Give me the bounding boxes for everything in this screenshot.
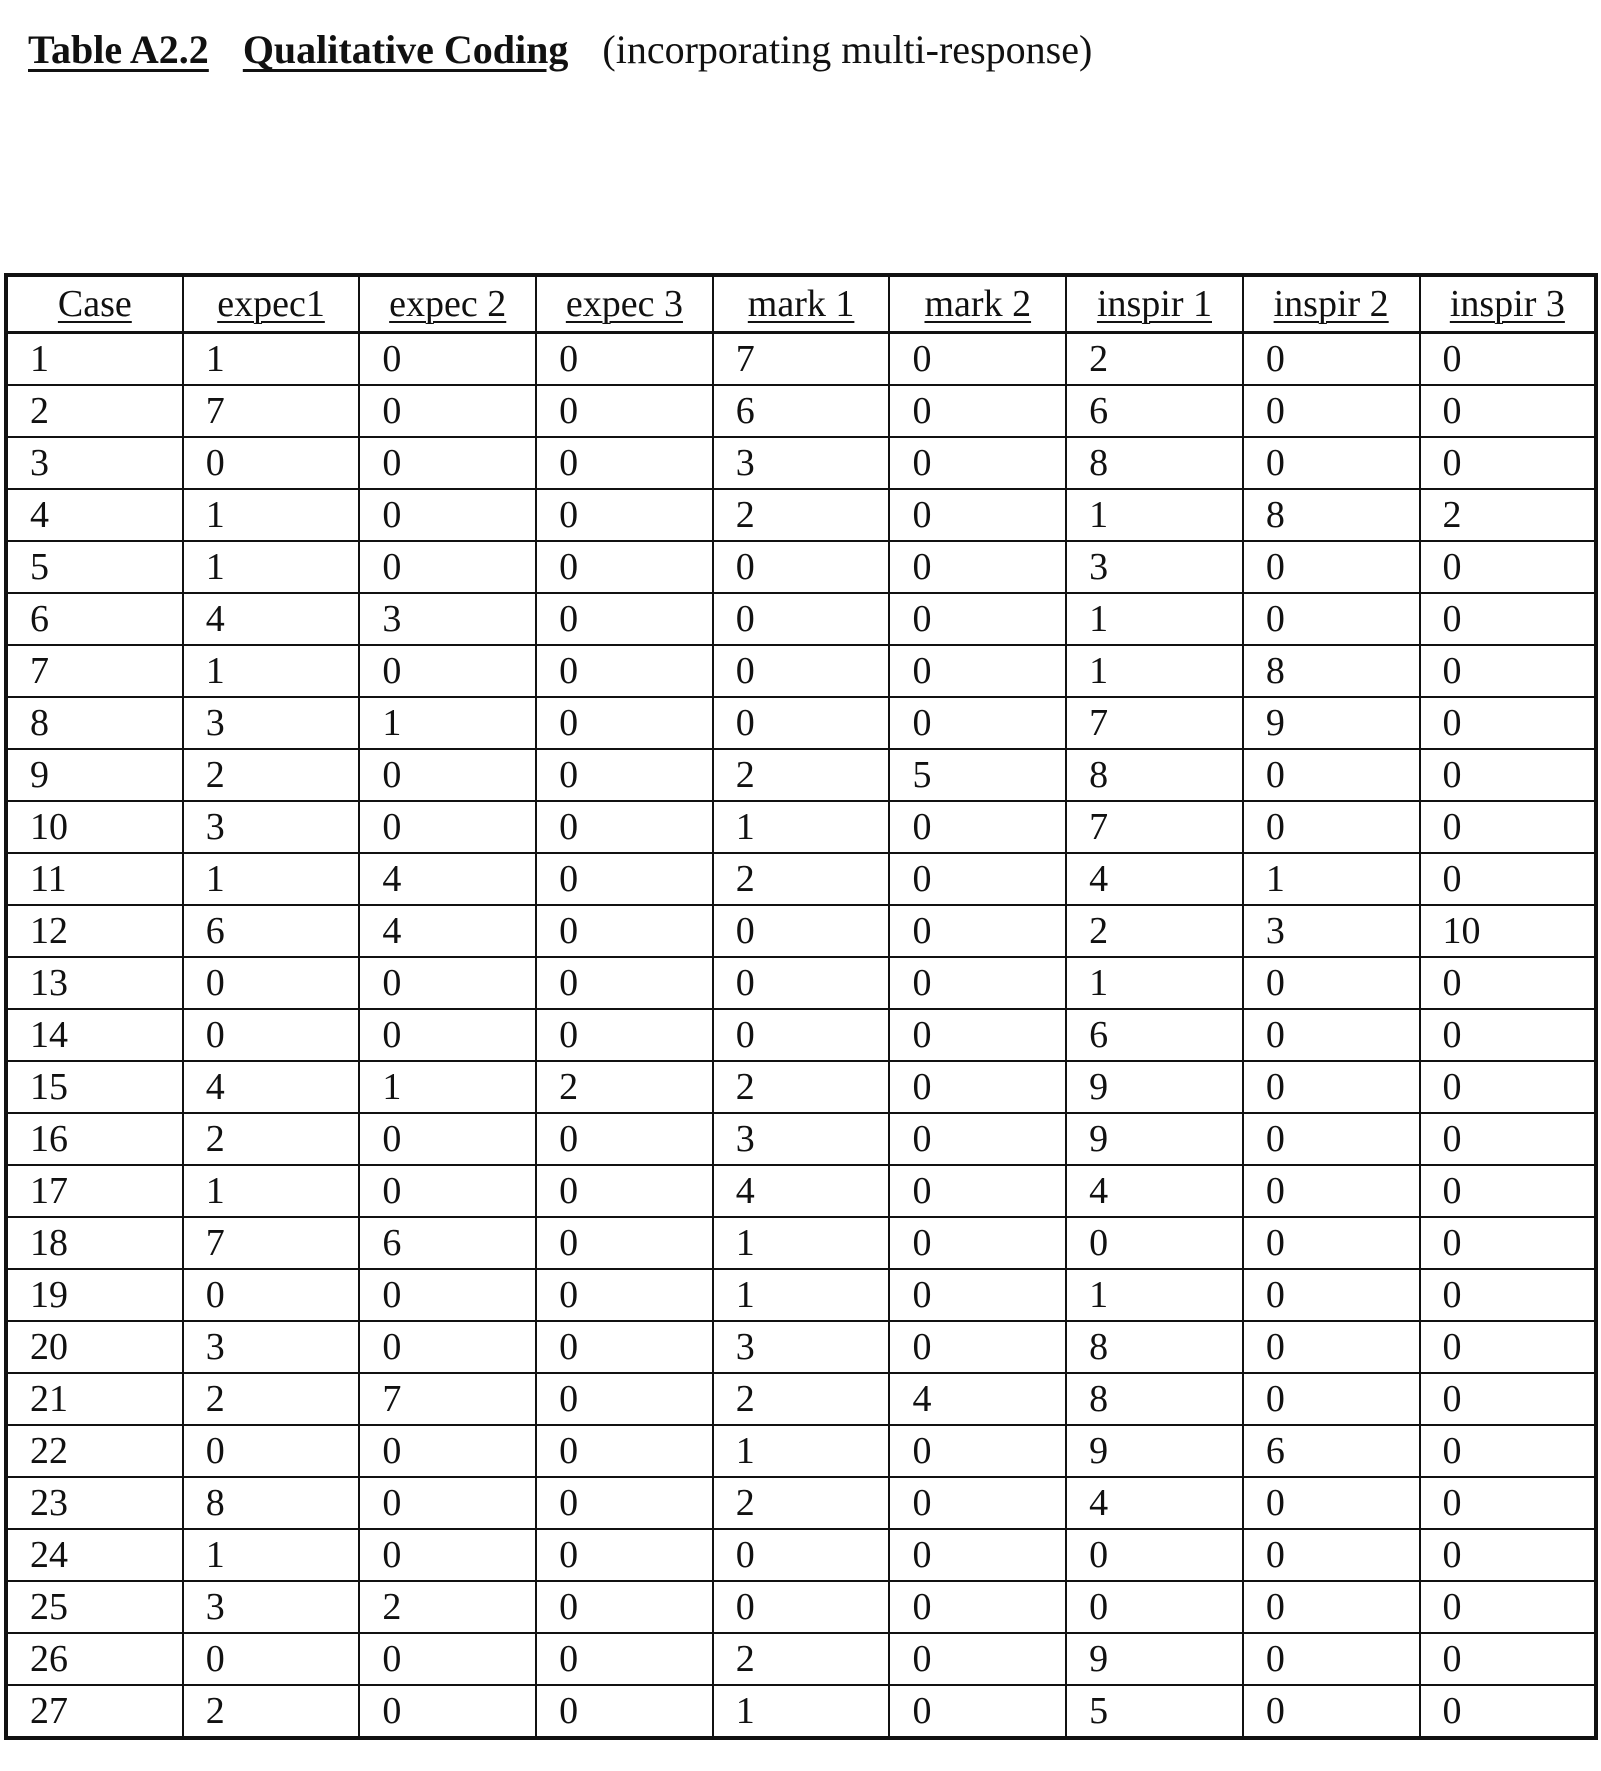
table-cell: 2 <box>1066 905 1243 957</box>
table-cell: 4 <box>1066 1477 1243 1529</box>
table-cell: 0 <box>359 1113 536 1165</box>
table-cell: 0 <box>536 1425 713 1477</box>
table-cell: 0 <box>183 437 360 489</box>
table-cell: 8 <box>1066 749 1243 801</box>
column-header-expec1: expec1 <box>183 275 360 333</box>
table-cell: 0 <box>183 1009 360 1061</box>
table-cell: 0 <box>713 1581 890 1633</box>
table-cell: 3 <box>183 801 360 853</box>
table-cell: 0 <box>713 697 890 749</box>
table-cell: 0 <box>889 1425 1066 1477</box>
table-cell: 2 <box>713 489 890 541</box>
table-cell: 8 <box>1066 1373 1243 1425</box>
table-cell: 0 <box>1066 1581 1243 1633</box>
table-cell: 0 <box>889 1477 1066 1529</box>
table-cell: 0 <box>889 801 1066 853</box>
table-cell: 2 <box>1066 333 1243 386</box>
table-cell: 0 <box>1420 385 1597 437</box>
table-cell: 6 <box>1066 385 1243 437</box>
table-cell: 0 <box>889 489 1066 541</box>
table-cell: 0 <box>1243 749 1420 801</box>
table-cell: 0 <box>1243 1581 1420 1633</box>
table-cell: 2 <box>713 1373 890 1425</box>
table-cell: 1 <box>1243 853 1420 905</box>
table-cell: 0 <box>1243 1477 1420 1529</box>
table-cell: 1 <box>1066 645 1243 697</box>
table-cell: 6 <box>359 1217 536 1269</box>
table-cell: 0 <box>889 541 1066 593</box>
table-cell: 2 <box>713 853 890 905</box>
table-cell: 9 <box>1243 697 1420 749</box>
table-cell: 15 <box>6 1061 183 1113</box>
table-cell: 6 <box>1066 1009 1243 1061</box>
table-cell: 1 <box>713 1425 890 1477</box>
table-cell: 0 <box>713 1009 890 1061</box>
table-cell: 0 <box>1420 1217 1597 1269</box>
table-cell: 2 <box>183 749 360 801</box>
table-cell: 0 <box>536 645 713 697</box>
table-cell: 21 <box>6 1373 183 1425</box>
table-cell: 10 <box>1420 905 1597 957</box>
table-cell: 0 <box>536 489 713 541</box>
table-cell: 0 <box>183 957 360 1009</box>
table-cell: 9 <box>6 749 183 801</box>
column-header-mark1: mark 1 <box>713 275 890 333</box>
table-cell: 1 <box>183 489 360 541</box>
table-cell: 20 <box>6 1321 183 1373</box>
table-cell: 0 <box>359 801 536 853</box>
table-cell: 1 <box>359 697 536 749</box>
table-cell: 1 <box>6 333 183 386</box>
table-row <box>6 1477 1596 1529</box>
table-label: Table A2.2 <box>28 27 209 72</box>
table-cell: 1 <box>183 853 360 905</box>
table-cell: 18 <box>6 1217 183 1269</box>
table-title <box>28 24 1092 76</box>
table-cell: 2 <box>536 1061 713 1113</box>
table-cell: 0 <box>359 1477 536 1529</box>
table-cell: 0 <box>536 1217 713 1269</box>
table-row <box>6 749 1596 801</box>
table-cell: 0 <box>1420 1425 1597 1477</box>
table-cell: 2 <box>183 1113 360 1165</box>
table-cell: 0 <box>1243 1009 1420 1061</box>
table-cell: 0 <box>536 1009 713 1061</box>
table-cell: 0 <box>1420 593 1597 645</box>
table-cell: 0 <box>1420 853 1597 905</box>
table-cell: 0 <box>183 1633 360 1685</box>
table-cell: 6 <box>713 385 890 437</box>
table-cell: 13 <box>6 957 183 1009</box>
table-cell: 4 <box>1066 1165 1243 1217</box>
table-cell: 24 <box>6 1529 183 1581</box>
table-cell: 0 <box>359 1269 536 1321</box>
table-cell: 8 <box>183 1477 360 1529</box>
table-cell: 0 <box>536 801 713 853</box>
table-row <box>6 1113 1596 1165</box>
table-body <box>6 333 1596 1739</box>
table-cell: 0 <box>536 437 713 489</box>
table-cell: 1 <box>713 1685 890 1738</box>
table-row <box>6 801 1596 853</box>
table-cell: 3 <box>183 1321 360 1373</box>
table-cell: 0 <box>889 1633 1066 1685</box>
table-cell: 2 <box>713 1633 890 1685</box>
table-cell: 0 <box>359 1321 536 1373</box>
table-cell: 6 <box>6 593 183 645</box>
table-cell: 0 <box>359 1425 536 1477</box>
table-cell: 10 <box>6 801 183 853</box>
table-cell: 6 <box>183 905 360 957</box>
table-cell: 0 <box>536 1633 713 1685</box>
table-cell: 0 <box>1243 1373 1420 1425</box>
table-row <box>6 1425 1596 1477</box>
table-cell: 9 <box>1066 1633 1243 1685</box>
table-cell: 0 <box>536 1685 713 1738</box>
table-cell: 0 <box>1420 1113 1597 1165</box>
column-header-inspir3: inspir 3 <box>1420 275 1597 333</box>
table-cell: 2 <box>183 1685 360 1738</box>
table-cell: 0 <box>1243 801 1420 853</box>
table-cell: 4 <box>183 1061 360 1113</box>
table-cell: 0 <box>1243 1269 1420 1321</box>
table-row <box>6 1217 1596 1269</box>
table-cell: 0 <box>536 385 713 437</box>
table-cell: 0 <box>359 645 536 697</box>
table-cell: 1 <box>183 1529 360 1581</box>
table-cell: 8 <box>1243 645 1420 697</box>
table-cell: 6 <box>1243 1425 1420 1477</box>
table-cell: 0 <box>713 905 890 957</box>
table-cell: 0 <box>536 853 713 905</box>
table-cell: 0 <box>536 1373 713 1425</box>
table-cell: 0 <box>359 541 536 593</box>
table-cell: 0 <box>889 1113 1066 1165</box>
table-cell: 0 <box>1243 1529 1420 1581</box>
table-cell: 7 <box>183 1217 360 1269</box>
table-cell: 0 <box>1420 1477 1597 1529</box>
table-cell: 7 <box>1066 697 1243 749</box>
table-cell: 0 <box>536 905 713 957</box>
table-cell: 0 <box>713 593 890 645</box>
table-cell: 0 <box>1243 1685 1420 1738</box>
table-cell: 0 <box>889 593 1066 645</box>
table-cell: 2 <box>1420 489 1597 541</box>
table-cell: 8 <box>1066 437 1243 489</box>
table-cell: 0 <box>536 749 713 801</box>
table-cell: 0 <box>1420 1061 1597 1113</box>
table-cell: 0 <box>1420 1529 1597 1581</box>
table-cell: 25 <box>6 1581 183 1633</box>
table-cell: 7 <box>359 1373 536 1425</box>
table-cell: 0 <box>1420 801 1597 853</box>
table-cell: 0 <box>359 437 536 489</box>
table-cell: 0 <box>1420 541 1597 593</box>
table-cell: 0 <box>1420 1009 1597 1061</box>
table-cell: 0 <box>1243 1217 1420 1269</box>
table-cell: 8 <box>1066 1321 1243 1373</box>
table-cell: 8 <box>6 697 183 749</box>
table-cell: 1 <box>359 1061 536 1113</box>
table-cell: 1 <box>1066 489 1243 541</box>
table-cell: 0 <box>889 957 1066 1009</box>
table-cell: 4 <box>6 489 183 541</box>
table-row <box>6 645 1596 697</box>
table-cell: 0 <box>536 593 713 645</box>
table-cell: 0 <box>889 853 1066 905</box>
table-row <box>6 1269 1596 1321</box>
column-header-expec3: expec 3 <box>536 275 713 333</box>
table-cell: 0 <box>1066 1217 1243 1269</box>
table-cell: 0 <box>1420 1373 1597 1425</box>
table-cell: 0 <box>1420 1581 1597 1633</box>
table-cell: 3 <box>713 437 890 489</box>
table-cell: 0 <box>536 1165 713 1217</box>
table-cell: 0 <box>536 957 713 1009</box>
table-row <box>6 957 1596 1009</box>
table-row <box>6 1685 1596 1738</box>
table-cell: 3 <box>713 1321 890 1373</box>
table-cell: 0 <box>1243 1113 1420 1165</box>
column-header-expec2: expec 2 <box>359 275 536 333</box>
table-cell: 0 <box>889 645 1066 697</box>
table-cell: 0 <box>536 333 713 386</box>
table-cell: 0 <box>1243 1061 1420 1113</box>
table-row <box>6 1009 1596 1061</box>
table-cell: 0 <box>889 1685 1066 1738</box>
table-cell: 4 <box>359 853 536 905</box>
table-cell: 3 <box>6 437 183 489</box>
table-cell: 8 <box>1243 489 1420 541</box>
table-cell: 2 <box>6 385 183 437</box>
table-cell: 3 <box>183 1581 360 1633</box>
table-cell: 0 <box>889 385 1066 437</box>
table-cell: 1 <box>183 333 360 386</box>
table-cell: 0 <box>536 1321 713 1373</box>
table-cell: 0 <box>1243 385 1420 437</box>
table-cell: 0 <box>359 957 536 1009</box>
table-cell: 0 <box>1243 1321 1420 1373</box>
table-cell: 11 <box>6 853 183 905</box>
table-cell: 0 <box>1243 333 1420 386</box>
table-cell: 0 <box>536 1581 713 1633</box>
table-row <box>6 1581 1596 1633</box>
table-cell: 3 <box>1066 541 1243 593</box>
table-cell: 0 <box>1420 1321 1597 1373</box>
table-cell: 0 <box>889 437 1066 489</box>
table-cell: 2 <box>713 749 890 801</box>
table-cell: 0 <box>889 1061 1066 1113</box>
table-cell: 2 <box>713 1061 890 1113</box>
table-cell: 0 <box>889 1581 1066 1633</box>
table-cell: 23 <box>6 1477 183 1529</box>
table-row <box>6 541 1596 593</box>
table-cell: 27 <box>6 1685 183 1738</box>
table-cell: 5 <box>889 749 1066 801</box>
table-cell: 0 <box>1243 437 1420 489</box>
table-cell: 0 <box>1243 593 1420 645</box>
table-cell: 1 <box>1066 593 1243 645</box>
table-row <box>6 905 1596 957</box>
table-cell: 0 <box>1243 541 1420 593</box>
table-cell: 0 <box>536 541 713 593</box>
table-cell: 2 <box>713 1477 890 1529</box>
table-cell: 0 <box>359 1165 536 1217</box>
table-cell: 14 <box>6 1009 183 1061</box>
table-row <box>6 1061 1596 1113</box>
table-cell: 0 <box>889 1321 1066 1373</box>
table-cell: 0 <box>1420 1269 1597 1321</box>
table-cell: 0 <box>1420 333 1597 386</box>
table-cell: 7 <box>183 385 360 437</box>
table-cell: 5 <box>1066 1685 1243 1738</box>
table-cell: 0 <box>1420 749 1597 801</box>
table-cell: 0 <box>1420 645 1597 697</box>
table-cell: 0 <box>889 1165 1066 1217</box>
table-cell: 1 <box>1066 1269 1243 1321</box>
table-cell: 9 <box>1066 1425 1243 1477</box>
table-row <box>6 1373 1596 1425</box>
table-cell: 0 <box>1243 957 1420 1009</box>
header-row <box>6 275 1596 333</box>
table-cell: 0 <box>536 1113 713 1165</box>
table-cell: 0 <box>1420 697 1597 749</box>
table-cell: 0 <box>359 1529 536 1581</box>
table-cell: 4 <box>889 1373 1066 1425</box>
table-cell: 0 <box>536 1269 713 1321</box>
table-cell: 0 <box>1420 1165 1597 1217</box>
table-cell: 0 <box>1420 957 1597 1009</box>
table-cell: 0 <box>1420 1685 1597 1738</box>
table-cell: 1 <box>713 801 890 853</box>
table-cell: 2 <box>183 1373 360 1425</box>
table-cell: 9 <box>1066 1113 1243 1165</box>
table-cell: 4 <box>713 1165 890 1217</box>
table-row <box>6 1633 1596 1685</box>
table-cell: 5 <box>6 541 183 593</box>
table-cell: 1 <box>183 1165 360 1217</box>
table-cell: 3 <box>359 593 536 645</box>
table-row <box>6 437 1596 489</box>
table-cell: 0 <box>536 1477 713 1529</box>
table-heading: Qualitative Coding <box>242 27 569 72</box>
table-cell: 4 <box>183 593 360 645</box>
table-row <box>6 385 1596 437</box>
table-subtitle: (incorporating multi-response) <box>602 27 1093 72</box>
table-cell: 0 <box>889 697 1066 749</box>
table-cell: 0 <box>359 1009 536 1061</box>
table-cell: 0 <box>1243 1633 1420 1685</box>
table-cell: 0 <box>889 1009 1066 1061</box>
table-cell: 1 <box>713 1217 890 1269</box>
table-cell: 19 <box>6 1269 183 1321</box>
table-row <box>6 1165 1596 1217</box>
coding-table <box>4 273 1598 1740</box>
table-cell: 0 <box>713 645 890 697</box>
table-cell: 0 <box>536 697 713 749</box>
table-cell: 0 <box>889 1269 1066 1321</box>
table-cell: 1 <box>183 541 360 593</box>
table-cell: 0 <box>889 905 1066 957</box>
table-cell: 3 <box>1243 905 1420 957</box>
table-cell: 0 <box>1066 1529 1243 1581</box>
table-cell: 17 <box>6 1165 183 1217</box>
table-cell: 1 <box>713 1269 890 1321</box>
table-cell: 0 <box>536 1529 713 1581</box>
column-header-inspir1: inspir 1 <box>1066 275 1243 333</box>
table-cell: 4 <box>359 905 536 957</box>
table-cell: 7 <box>6 645 183 697</box>
table-cell: 1 <box>1066 957 1243 1009</box>
table-row <box>6 1529 1596 1581</box>
table-cell: 1 <box>183 645 360 697</box>
table-cell: 0 <box>713 541 890 593</box>
table-cell: 0 <box>1420 437 1597 489</box>
table-row <box>6 593 1596 645</box>
table-row <box>6 333 1596 386</box>
table-cell: 0 <box>359 385 536 437</box>
table-cell: 16 <box>6 1113 183 1165</box>
table-cell: 0 <box>359 749 536 801</box>
column-header-inspir2: inspir 2 <box>1243 275 1420 333</box>
table-row <box>6 1321 1596 1373</box>
table-cell: 7 <box>713 333 890 386</box>
table-cell: 7 <box>1066 801 1243 853</box>
table-cell: 0 <box>1243 1165 1420 1217</box>
table-cell: 0 <box>183 1269 360 1321</box>
table-cell: 0 <box>359 1633 536 1685</box>
table-cell: 9 <box>1066 1061 1243 1113</box>
table-cell: 0 <box>183 1425 360 1477</box>
column-header-case: Case <box>6 275 183 333</box>
table-cell: 22 <box>6 1425 183 1477</box>
table-cell: 2 <box>359 1581 536 1633</box>
table-row <box>6 697 1596 749</box>
table-cell: 12 <box>6 905 183 957</box>
table-cell: 0 <box>713 957 890 1009</box>
column-header-mark2: mark 2 <box>889 275 1066 333</box>
table-cell: 0 <box>713 1529 890 1581</box>
table-cell: 4 <box>1066 853 1243 905</box>
table-row <box>6 489 1596 541</box>
table-cell: 3 <box>183 697 360 749</box>
table-cell: 0 <box>359 1685 536 1738</box>
table-row <box>6 853 1596 905</box>
table-cell: 0 <box>1420 1633 1597 1685</box>
table-cell: 3 <box>713 1113 890 1165</box>
table-cell: 26 <box>6 1633 183 1685</box>
table-cell: 0 <box>359 489 536 541</box>
table-cell: 0 <box>889 1529 1066 1581</box>
table-cell: 0 <box>889 333 1066 386</box>
table-cell: 0 <box>889 1217 1066 1269</box>
table-cell: 0 <box>359 333 536 386</box>
